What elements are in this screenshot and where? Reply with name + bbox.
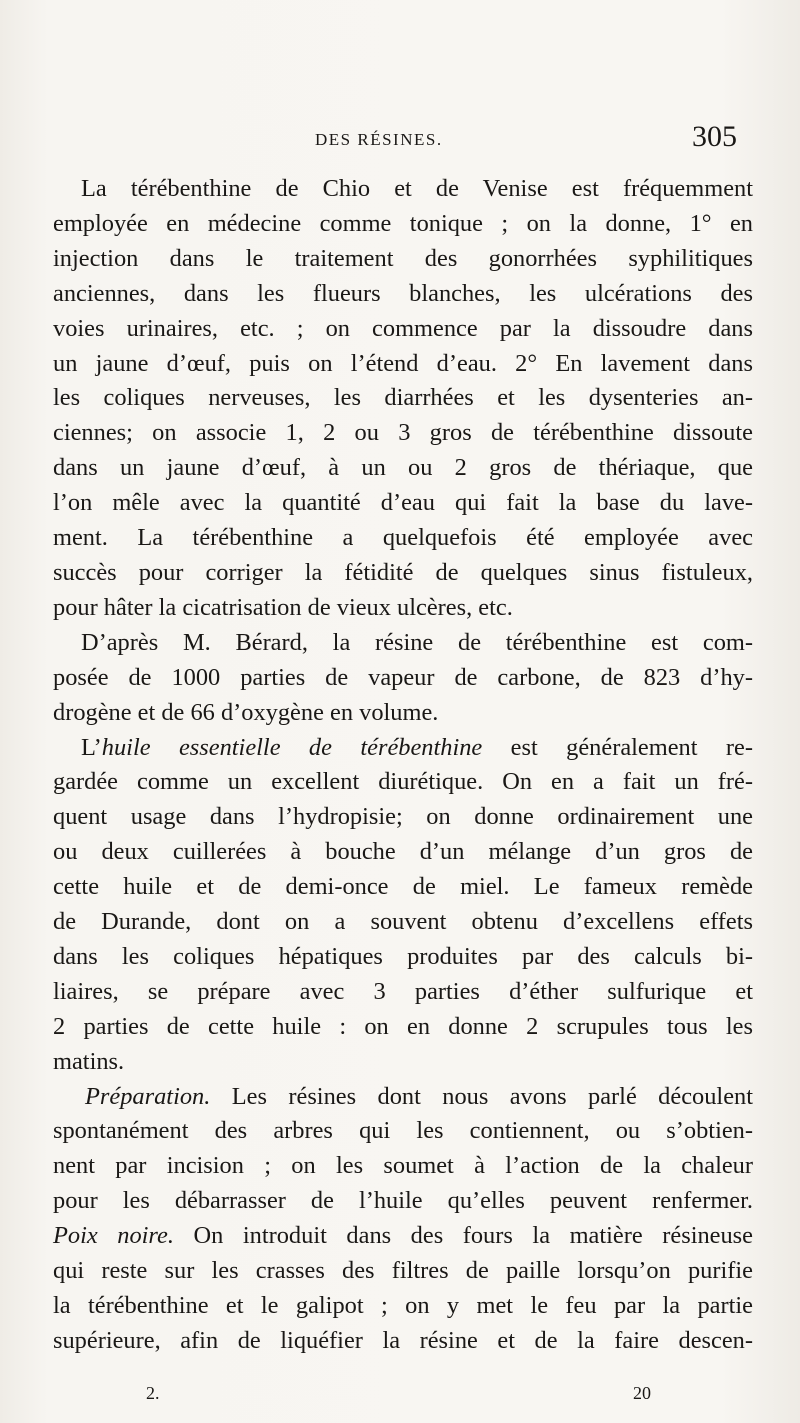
text-line: les coliques nerveuses, les diarrhées et les dysenteries an- xyxy=(53,384,753,412)
text-fragment: On introduit dans des fours la matière résineuse xyxy=(193,1222,753,1250)
text-line: nent par incision ; on les soumet à l’action de la chaleur xyxy=(53,1152,753,1180)
text-line: cette huile et de demi-once de miel. Le fameux remède xyxy=(53,873,753,901)
text-line: gardée comme un excellent diurétique. On en a fait un fré- xyxy=(53,768,753,796)
signature-mark-right: 20 xyxy=(633,1383,651,1403)
text-line: pour les débarrasser de l’huile qu’elles peuvent renfermer. xyxy=(53,1187,753,1215)
text-line: succès pour corriger la fétidité de quelques sinus fistuleux, xyxy=(53,558,753,586)
text-line: un jaune d’œuf, puis on l’étend d’eau. 2° En lavement dans xyxy=(53,349,753,377)
huile-prefix: L’ xyxy=(81,733,102,761)
poix-noire-title: Poix noire. xyxy=(53,1222,174,1250)
text-line: D’après M. Bérard, la résine de térébenthine est com- xyxy=(81,628,753,656)
text-line: de Durande, dont on a souvent obtenu d’excellens effets xyxy=(53,908,753,936)
text-line: La térébenthine de Chio et de Venise est fréquemment xyxy=(81,175,753,202)
text-line: 2 parties de cette huile : on en donne 2 scrupules tous les xyxy=(53,1012,753,1040)
text-line: injection dans le traitement des gonorrhées syphilitiques xyxy=(53,244,753,272)
text-line: la térébenthine et le galipot ; on y met le feu par la partie xyxy=(53,1292,753,1319)
huile-essentielle-title: huile essentielle de térébenthine xyxy=(101,733,483,761)
text-line: voies urinaires, etc. ; on commence par la dissoudre dans xyxy=(53,314,753,342)
text-line: matins. xyxy=(53,1047,125,1075)
text-line-poix xyxy=(53,1219,753,1254)
text-line: liaires, se prépare avec 3 parties d’éther sulfurique et xyxy=(53,977,753,1005)
text-fragment: Les résines dont nous avons parlé découlent xyxy=(231,1082,753,1110)
text-line: drogène et de 66 d’oxygène en volume. xyxy=(53,698,439,726)
text-line: l’on mêle avec la quantité d’eau qui fait la base du lave- xyxy=(53,489,753,517)
text-line: ou deux cuillerées à bouche d’un mélange d’un gros de xyxy=(53,838,753,866)
text-line: anciennes, dans les flueurs blanches, les ulcérations des xyxy=(53,279,753,307)
preparation-title: Préparation. xyxy=(85,1082,211,1110)
text-line: quent usage dans l’hydropisie; on donne ordinairement une xyxy=(53,803,753,831)
text-fragment: est généralement re- xyxy=(510,733,753,761)
running-head: DES RÉSINES. xyxy=(315,130,443,149)
page-number: 305 xyxy=(692,120,737,153)
text-line: pour hâter la cicatrisation de vieux ulcères, etc. xyxy=(53,593,513,621)
text-line-preparation xyxy=(53,1080,753,1115)
text-line: qui reste sur les crasses des filtres de paille lorsqu’on purifie xyxy=(53,1257,753,1285)
text-line: supérieure, afin de liquéfier la résine et de la faire descen- xyxy=(53,1326,753,1354)
text-line: ment. La térébenthine a quelquefois été employée avec xyxy=(53,524,753,552)
text-line: ciennes; on associe 1, 2 ou 3 gros de térébenthine dissoute xyxy=(53,419,753,447)
text-line-huile xyxy=(53,731,753,766)
text-line: employée en médecine comme tonique ; on la donne, 1° en xyxy=(53,209,753,237)
body-text xyxy=(53,172,753,1359)
signature-mark-left: 2. xyxy=(146,1383,160,1403)
text-line: spontanément des arbres qui les contiennent, ou s’obtien- xyxy=(53,1117,753,1145)
text-line: posée de 1000 parties de vapeur de carbone, de 823 d’hy- xyxy=(53,663,753,691)
text-line: dans un jaune d’œuf, à un ou 2 gros de thériaque, que xyxy=(53,454,753,482)
text-line: dans les coliques hépatiques produites par des calculs bi- xyxy=(53,942,753,970)
